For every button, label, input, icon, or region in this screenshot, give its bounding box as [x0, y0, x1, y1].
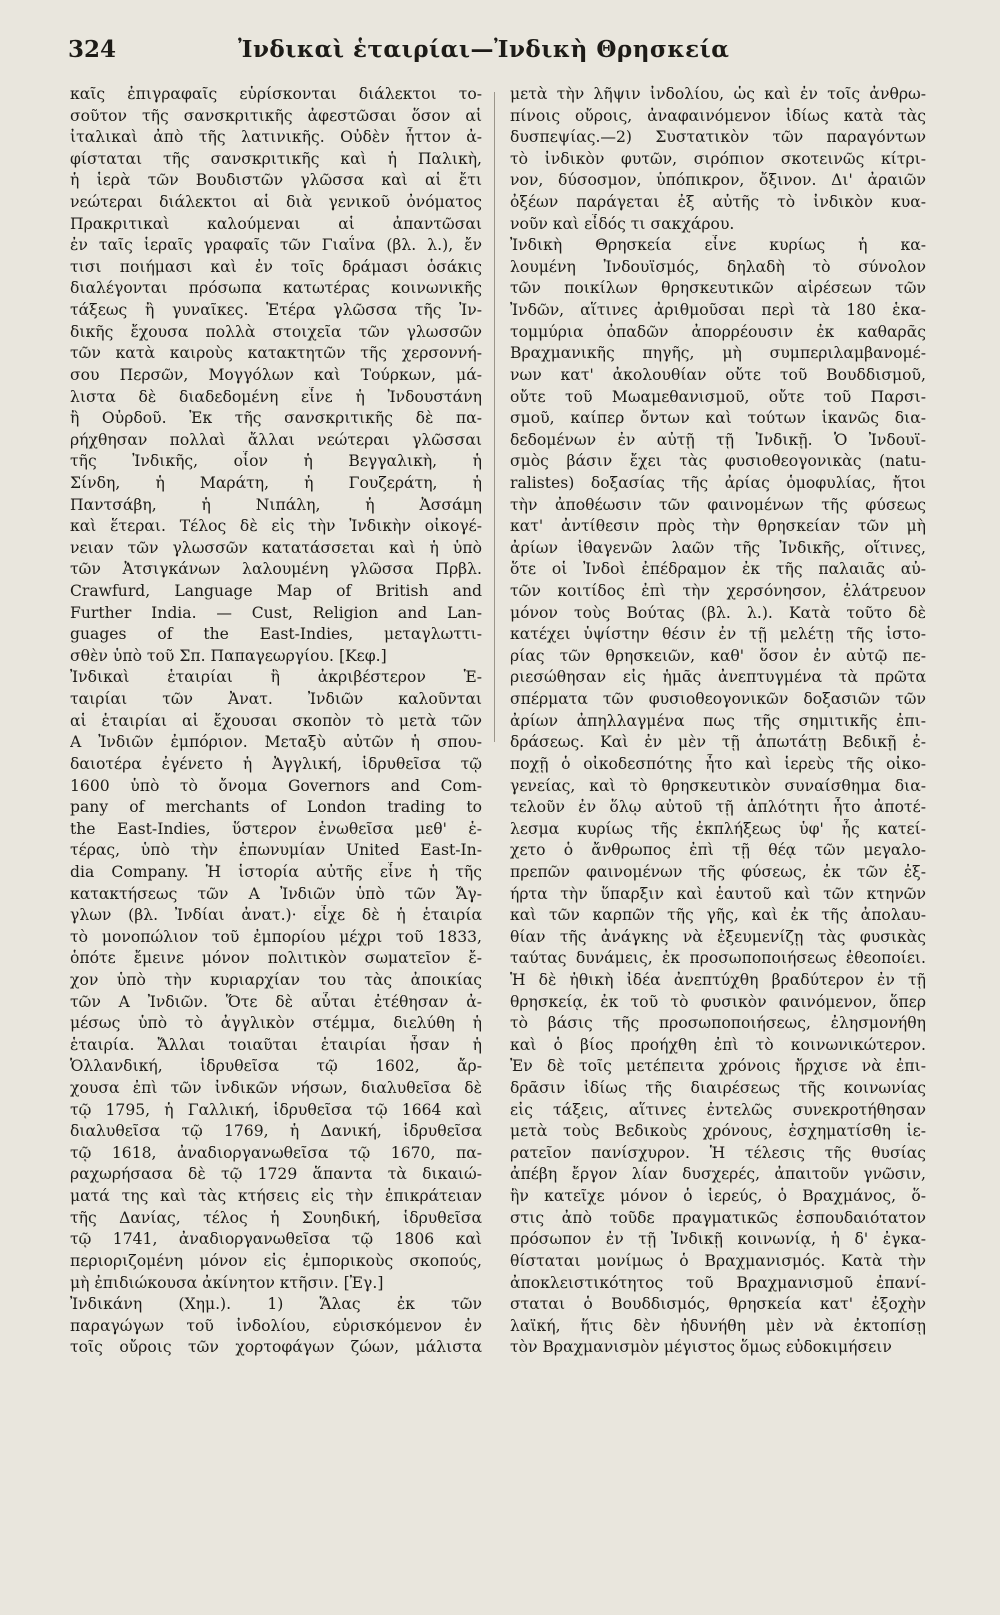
text-line: καὶ τῶν καρπῶν τῆς γῆς, καὶ ἐκ τῆς ἀπολαυ-	[510, 906, 926, 925]
text-line: νων κατ' ἀκολουθίαν οὔτε τοῦ Βουδδισμοῦ,	[510, 365, 926, 384]
text-line: ἰταλικαὶ ἀπὸ τῆς λατινικῆς. Οὐδὲν ἧττον ἀ-	[70, 128, 482, 147]
text-line: διαλυθεῖσα τῷ 1769, ἡ Δανική, ἱδρυθεῖσα	[70, 1122, 482, 1141]
text-line: τῶν κατὰ καιροὺς κατακτητῶν τῆς χερσοννή-	[70, 344, 482, 363]
text-line: διαλέγονται πρόσωπα κατωτέρας κοινωνικῆς	[70, 279, 482, 298]
text-line: Ἐν δὲ τοῖς μετέπειτα χρόνοις ἤρχισε νὰ ἐπι-	[510, 1057, 926, 1076]
text-line: Βραχμανικῆς πηγῆς, μὴ συμπεριλαμβανομέ-	[510, 344, 926, 363]
text-line: τὸν Βραχμανισμὸν μέγιστος ὅμως εὐδοκιμήσειν	[510, 1338, 892, 1357]
text-line: κατέχει ὑψίστην θέσιν ἐν τῇ μελέτῃ τῆς ἱστο-	[510, 625, 926, 644]
text-line: ριεσώθησαν εἰς ἡμᾶς ἀνεπτυγμένα τὰ πρῶτα	[510, 668, 926, 687]
text-line: ταύτας δυνάμεις, ἐκ προσωποποιήσεως ἐθεοποίει.	[510, 949, 926, 968]
text-line: dia Company. Ἡ ἱστορία αὐτῆς εἶνε ἡ τῆς	[70, 862, 482, 881]
text-line: χον ὑπὸ τὴν κυριαρχίαν του τὰς ἀποικίας	[70, 970, 482, 989]
text-line: ρίας τῶν θρησκειῶν, καθ' ὅσον ἐν αὐτῷ πε-	[510, 646, 926, 665]
text-line: τῆς Δανίας, τέλος ἡ Σουηδική, ἱδρυθεῖσα	[70, 1208, 482, 1227]
text-line: Ἡ δὲ ἠθικὴ ἰδέα ἀνεπτύχθη βραδύτερον ἐν τῇ	[510, 970, 926, 989]
text-line: τάξεως ἢ γυναῖκες. Ἑτέρα γλῶσσα τῆς Ἰν-	[70, 301, 482, 320]
text-line: pany of merchants of London trading to	[70, 798, 482, 817]
text-line: καῖς ἐπιγραφαῖς εὑρίσκονται διάλεκτοι το-	[70, 85, 482, 103]
page-header	[68, 36, 928, 72]
text-line: νοῦν καὶ εἶδός τι σακχάρου.	[510, 214, 735, 233]
text-line: αἱ ἑταιρίαι αἱ ἔχουσαι σκοπὸν τὸ μετὰ τῶν	[70, 711, 482, 730]
text-line: γλων (βλ. Ἰνδίαι ἀνατ.)· εἶχε δὲ ἡ ἑταιρία	[70, 906, 482, 925]
text-line: Further India. — Cust, Religion and Lan-	[70, 603, 482, 622]
text-line: νον, δύσοσμον, ὑπόπικρον, ὄξινον. Δι' ἀραιῶν	[510, 171, 926, 190]
text-line: δαιοτέρα ἐγένετο ἡ Ἀγγλική, ἱδρυθεῖσα τῷ	[70, 754, 482, 773]
text-line: ἢ Οὐρδοῦ. Ἐκ τῆς σανσκριτικῆς δὲ πα-	[70, 409, 482, 428]
text-line: δεδομένων ἐν αὐτῇ τῇ Ἰνδικῇ. Ὁ Ἰνδουϊ-	[510, 430, 926, 449]
text-line: Σίνδη, ἡ Μαράτη, ἡ Γουζεράτη, ἡ	[70, 473, 482, 492]
text-line: Παντσάβη, ἡ Νιπάλη, ἡ Ἀσσάμη	[70, 495, 482, 514]
text-line: τομμύρια ὀπαδῶν ἀπορρέουσιν ἐκ καθαρᾶς	[510, 322, 926, 341]
text-line: τὸ βάσις τῆς προσωποποιήσεως, ἐλησμονήθη	[510, 1014, 926, 1033]
text-line: ταιρίαι τῶν Ἀνατ. Ἰνδιῶν καλοῦνται	[70, 690, 482, 709]
text-line: λιστα δὲ διαδεδομένη εἶνε ἡ Ἰνδουστάνη	[70, 387, 482, 406]
text-line: ματά της καὶ τὰς κτήσεις εἰς τὴν ἐπικράτειαν	[70, 1187, 482, 1206]
text-line: χουσα ἐπὶ τῶν ἰνδικῶν νήσων, διαλυθεῖσα δὲ	[70, 1079, 482, 1098]
text-line: καὶ ἕτεραι. Τέλος δὲ εἰς τὴν Ἰνδικὴν οἰκογέ-	[70, 517, 482, 536]
text-line: παραγώγων τοῦ ἰνδολίου, εὑρισκόμενον ἐν	[70, 1316, 482, 1335]
text-line: καὶ ὁ βίος προήχθη ἐπὶ τὸ κοινωνικώτερον.	[510, 1035, 926, 1054]
text-line: Crawfurd, Language Map of British and	[70, 582, 482, 601]
text-line: δυσπεψίας.—2) Συστατικὸν τῶν παραγόντων	[510, 128, 926, 147]
text-line: Ὁλλανδική, ἱδρυθεῖσα τῷ 1602, ἄρ-	[70, 1057, 482, 1076]
text-line: λαϊκή, ἥτις δὲν ἠδυνήθη μὲν νὰ ἐκτοπίσῃ	[510, 1316, 926, 1335]
page-number: 324	[68, 36, 117, 63]
text-line: λεσμα κυρίως τῆς ἐκπλήξεως ὑφ' ἧς κατεί-	[510, 819, 926, 838]
text-line: τέρας, ὑπὸ τὴν ἐπωνυμίαν United East-In-	[70, 841, 482, 860]
text-line: στις ἀπὸ τοῦδε πραγματικῶς ἐσπουδαιότατον	[510, 1208, 926, 1227]
text-line: δικῆς ἔχουσα πολλὰ στοιχεῖα τῶν γλωσσῶν	[70, 322, 482, 341]
left-column	[70, 84, 482, 1359]
text-line: τελοῦν ἐν ὅλῳ αὐτοῦ τῇ ἁπλότητι ἦτο ἀποτέ-	[510, 798, 926, 817]
text-line: τῷ 1741, ἀναδιοργανωθεῖσα τῷ 1806 καὶ	[70, 1230, 482, 1249]
text-line: ralistes) δοξασίας τῆς ἀρίας ὁμοφυλίας, ἤτοι	[510, 473, 926, 492]
text-line: πίνοις οὔροις, ἀναφαινόμενον ἰδίως κατὰ τὰς	[510, 106, 926, 125]
text-line: guages of the East-Indies, μεταγλωττι-	[70, 625, 482, 644]
text-line: σπέρματα τῶν φυσιοθεογονικῶν δοξασιῶν τῶν	[510, 690, 926, 709]
text-line: ὀξέων παράγεται ἐξ αὐτῆς τὸ ἰνδικὸν κυα-	[510, 193, 926, 212]
text-line: Πρακριτικαὶ καλούμεναι αἱ ἀπαντῶσαι	[70, 214, 482, 233]
text-line: δράσεως. Καὶ ἐν μὲν τῇ ἀπωτάτῃ Βεδικῇ ἐ-	[510, 733, 926, 752]
right-column	[510, 84, 926, 1359]
text-line: χετο ὁ ἄνθρωπος ἐπὶ τῇ θέᾳ τῶν μεγαλο-	[510, 841, 926, 860]
text-line: τὸ μονοπώλιον τοῦ ἐμπορίου μέχρι τοῦ 1833,	[70, 927, 482, 946]
text-line: γενείας, καὶ τὸ θρησκευτικὸν συναίσθημα δια-	[510, 776, 926, 795]
text-line: τῶν ποικίλων θρησκευτικῶν αἱρέσεων τῶν	[510, 279, 926, 298]
text-line: ήρτα τὴν ὕπαρξιν καὶ ἑαυτοῦ καὶ τῶν κτηνῶν	[510, 884, 926, 903]
text-line: κατ' ἀντίθεσιν πρὸς τὴν θρησκείαν τῶν μὴ	[510, 517, 926, 536]
text-line: νειαν τῶν γλωσσῶν κατατάσσεται καὶ ἡ ὑπὸ	[70, 538, 482, 557]
text-line: τὸ ἰνδικὸν φυτῶν, σιρόπιον σκοτεινῶς κίτρι-	[510, 149, 926, 168]
text-line: ἡ ἱερὰ τῶν Βουδιστῶν γλῶσσα καὶ αἱ ἔτι	[70, 171, 482, 190]
running-title: Ἰνδικαὶ ἑταιρίαι—Ἰνδικὴ Θρησκεία	[238, 36, 730, 63]
text-line: σταται ὁ Βουδδισμός, θρησκεία κατ' ἐξοχὴν	[510, 1295, 926, 1314]
text-line: 1600 ὑπὸ τὸ ὄνομα Governors and Com-	[70, 776, 482, 795]
text-line: πρεπῶν φαινομένων τῆς φύσεως, ἐκ τῶν ἐξ-	[510, 862, 926, 881]
text-line: νεώτεραι διάλεκτοι αἱ διὰ γενικοῦ ὀνόματος	[70, 193, 482, 212]
text-line: μετὰ τὴν λῆψιν ἰνδολίου, ὡς καὶ ἐν τοῖς ἀνθρω-	[510, 85, 926, 103]
text-line: ἀρίων ἀπηλλαγμένα πως τῆς σημιτικῆς ἐπι-	[510, 711, 926, 730]
text-line: ἑταιρία. Ἄλλαι τοιαῦται ἑταιρίαι ἦσαν ἡ	[70, 1035, 482, 1054]
text-line: τῆς Ἰνδικῆς, οἷον ἡ Βεγγαλικὴ, ἡ	[70, 452, 482, 471]
text-line: Ἰνδῶν, αἵτινες ἀριθμοῦσαι περὶ τὰ 180 ἑκα-	[510, 301, 926, 320]
text-line: τοῖς οὔροις τῶν χορτοφάγων ζώων, μάλιστα	[70, 1338, 482, 1357]
text-line: ρατεῖον πανίσχυρον. Ἡ τέλεσις τῆς θυσίας	[510, 1143, 926, 1162]
text-line: πρόσωπον ἐν τῇ Ἰνδικῇ κοινωνίᾳ, ἡ δ' ἐγκα-	[510, 1230, 926, 1249]
text-line: μὴ ἐπιδιώκουσα ἀκίνητον κτῆσιν. [Ἐγ.]	[70, 1273, 384, 1292]
text-line: φίσταται τῆς σανσκριτικῆς καὶ ἡ Παλικὴ,	[70, 149, 482, 168]
text-line: ποχῇ ὁ οἰκοδεσπότης ἦτο καὶ ἱερεὺς τῆς οἰκο-	[510, 754, 926, 773]
text-line: θίσταται μονίμως ὁ Βραχμανισμός. Κατὰ τὴν	[510, 1251, 926, 1270]
text-line: τὴν ἀποθέωσιν τῶν φαινομένων τῆς φύσεως	[510, 495, 926, 514]
text-line: ὅτε οἱ Ἰνδοὶ ἐπέδραμον ἐκ τῆς παλαιᾶς αὐ-	[510, 560, 926, 579]
text-line: ἀποκλειστικότητος τοῦ Βραχμανισμοῦ ἐπανί-	[510, 1273, 926, 1292]
text-line: τῷ 1795, ἡ Γαλλική, ἱδρυθεῖσα τῷ 1664 καὶ	[70, 1100, 482, 1119]
text-line: λουμένη Ἰνδουϊσμός, δηλαδὴ τὸ σύνολον	[510, 257, 926, 276]
text-line: τῶν Α Ἰνδιῶν. Ὅτε δὲ αὗται ἐτέθησαν ἀ-	[70, 992, 482, 1011]
text-line: θρησκείᾳ, ἐκ τοῦ τὸ φυσικὸν φαινόμενον, ὅπερ	[510, 992, 926, 1011]
text-line: ρήχθησαν πολλαὶ ἄλλαι νεώτεραι γλῶσσαι	[70, 430, 482, 449]
text-line: Α Ἰνδιῶν ἐμπόριον. Μεταξὺ αὐτῶν ἡ σπου-	[70, 733, 482, 752]
text-line: ἐν ταῖς ἱεραῖς γραφαῖς τῶν Γιαΐνα (βλ. λ.), ἔν	[70, 236, 482, 255]
text-line: μετὰ τοὺς Βεδικοὺς χρόνους, ἐσχηματίσθη ἱε-	[510, 1122, 926, 1141]
text-line: τισι ποιήμασι καὶ ἐν τοῖς δράμασι ὁσάκις	[70, 257, 482, 276]
text-line: Ἰνδικάνη (Χημ.). 1) Ἅλας ἐκ τῶν	[70, 1295, 482, 1314]
text-line: σθὲν ὑπὸ τοῦ Σπ. Παπαγεωργίου. [Κεφ.]	[70, 646, 387, 665]
text-line: κατακτήσεως τῶν Α Ἰνδιῶν ὑπὸ τῶν Ἄγ-	[70, 884, 482, 903]
text-line: μέσως ὑπὸ τὸ ἀγγλικὸν στέμμα, διελύθη ἡ	[70, 1014, 482, 1033]
text-line: τῶν Ἀτσιγκάνων λαλουμένη γλῶσσα Πρβλ.	[70, 560, 482, 579]
text-line: θίαν τῆς ἀνάγκης νὰ ἐξευμενίζῃ τὰς φυσικὰς	[510, 927, 926, 946]
column-divider	[494, 92, 495, 742]
text-line: Ἰνδικὴ Θρησκεία εἶνε κυρίως ἡ κα-	[510, 236, 926, 255]
text-line: τῷ 1618, ἀναδιοργανωθεῖσα τῷ 1670, πα-	[70, 1143, 482, 1162]
text-line: σοῦτον τῆς σανσκριτικῆς ἀφεστῶσαι ὅσον αἱ	[70, 106, 482, 125]
text-line: μόνον τοὺς Βούτας (βλ. λ.). Κατὰ τοῦτο δὲ	[510, 603, 926, 622]
text-line: ἣν κατεῖχε μόνον ὁ ἱερεύς, ὁ Βραχμάνος, ὅ-	[510, 1187, 926, 1206]
text-line: ἀπέβη ἔργον λίαν δυσχερές, ἀπαιτοῦν γνῶσιν,	[510, 1165, 926, 1184]
text-line: σμὸς βάσιν ἔχει τὰς φυσιοθεογονικὰς (natu-	[510, 452, 926, 471]
text-line: δρᾶσιν ἰδίως τῆς διαιρέσεως τῆς κοινωνίας	[510, 1079, 926, 1098]
text-line: περιοριζομένη μόνον εἰς ἐμπορικοὺς σκοπούς,	[70, 1251, 482, 1270]
text-line: ὁπότε ἔμεινε μόνον πολιτικὸν σωματεῖον ἔ-	[70, 949, 482, 968]
text-line: ραχωρήσασα δὲ τῷ 1729 ἅπαντα τὰ δικαιώ-	[70, 1165, 482, 1184]
text-line: σου Περσῶν, Μογγόλων καὶ Τούρκων, μά-	[70, 365, 482, 384]
text-line: ἀρίων ἰθαγενῶν λαῶν τῆς Ἰνδικῆς, οἵτινες,	[510, 538, 926, 557]
text-line: the East-Indies, ὕστερον ἑνωθεῖσα μεθ' ἑ-	[70, 819, 482, 838]
text-line: τῶν κοιτίδος ἐπὶ τὴν χερσόνησον, ἐλάτρευον	[510, 582, 926, 601]
text-line: εἰς τάξεις, αἵτινες ἐντελῶς συνεκροτήθησαν	[510, 1100, 926, 1119]
text-line: Ἰνδικαὶ ἑταιρίαι ἢ ἀκριβέστερον Ἑ-	[70, 668, 482, 687]
text-line: οὔτε τοῦ Μωαμεθανισμοῦ, οὔτε τοῦ Παρσι-	[510, 387, 926, 406]
text-line: σμοῦ, καίπερ ὄντων καὶ τούτων ἱκανῶς δια-	[510, 409, 926, 428]
